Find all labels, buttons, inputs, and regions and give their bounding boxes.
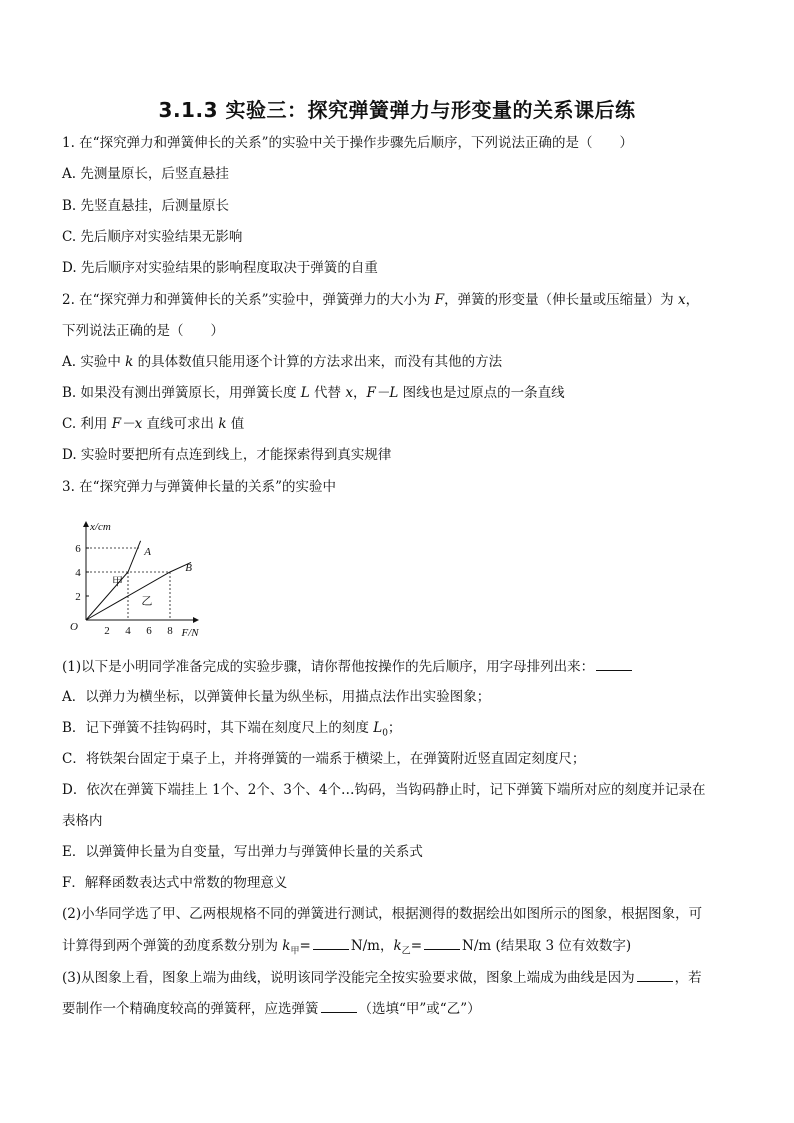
- q3-part2: (2)小华同学选了甲、乙两根规格不同的弹簧进行测试，根据测得的数据绘出如图所示的图象，根据图象，可: [62, 906, 703, 922]
- q3-step-d-line2: 表格内: [62, 813, 103, 829]
- q3-step-a: A．以弹力为横坐标，以弹簧伸长量为纵坐标，用描点法作出实验图象；: [62, 689, 491, 705]
- q1-stem: 1. 在“探究弹力和弹簧伸长的关系”的实验中关于操作步骤先后顺序，下列说法正确的是（ ）: [62, 135, 633, 151]
- spring-graph: [58, 516, 208, 641]
- y-axis-label: x/cm: [90, 521, 111, 533]
- q2-option-c: C. 利用 F－x 直线可求出 k 值: [62, 416, 245, 432]
- origin-label: O: [70, 621, 78, 633]
- q1-option-c: C. 先后顺序对实验结果无影响: [62, 229, 243, 245]
- region-jia-label: 甲: [112, 576, 123, 589]
- q2-option-b: B. 如果没有测出弹簧原长，用弹簧长度 L 代替 x，F－L 图线也是过原点的一条直线: [62, 385, 565, 401]
- answer-blank-3a[interactable]: [637, 968, 673, 982]
- answer-blank-1[interactable]: [596, 657, 632, 671]
- x-tick-label: 8: [167, 625, 173, 637]
- line-a-label: A: [144, 545, 152, 558]
- y-tick-label: 6: [75, 543, 81, 555]
- q1-option-a: A. 先测量原长，后竖直悬挂: [62, 166, 229, 182]
- answer-blank-3b[interactable]: [321, 999, 357, 1013]
- answer-blank-k-jia[interactable]: [313, 936, 349, 950]
- region-yi-label: 乙: [141, 595, 153, 608]
- y-tick-label: 4: [75, 567, 81, 579]
- y-tick-label: 2: [75, 591, 81, 603]
- x-tick-label: 2: [104, 625, 110, 637]
- graph-guides: [86, 545, 170, 620]
- q3-stem: 3. 在“探究弹力与弹簧伸长量的关系”的实验中: [62, 479, 336, 495]
- q3-part1: (1)以下是小明同学准备完成的实验步骤，请你帮他按操作的先后顺序，用字母排列出来：: [62, 657, 634, 676]
- x-tick-label: 6: [146, 625, 152, 637]
- line-b: [86, 562, 191, 620]
- graph-labels: [70, 521, 199, 639]
- q1-option-b: B. 先竖直悬挂，后测量原长: [62, 198, 230, 214]
- x-axis-label: F/N: [181, 627, 199, 639]
- q2-stem: 2. 在“探究弹力和弹簧伸长的关系”实验中，弹簧弹力的大小为 F，弹簧的形变量（伸长量或压缩量）为 x，: [62, 292, 700, 308]
- q3-step-c: C．将铁架台固定于桌子上，并将弹簧的一端系于横梁上，在弹簧附近竖直固定刻度尺；: [62, 751, 586, 767]
- q2-stem-line2: 下列说法正确的是（ ）: [62, 323, 224, 339]
- q2-option-d: D. 实验时要把所有点连到线上，才能探索得到真实规律: [62, 447, 392, 463]
- x-tick-label: 4: [125, 625, 131, 637]
- q3-part2-line2: 计算得到两个弹簧的劲度系数分别为 $k_甲= N/m$，$k_乙= N/m$ (结果取 3 位有效数字): [62, 938, 632, 957]
- graph-lines: [86, 541, 191, 620]
- line-b-label: B: [185, 561, 192, 574]
- q3-step-f: F．解释函数表达式中常数的物理意义: [62, 875, 288, 891]
- q2-option-a: A. 实验中 k 的具体数值只能用逐个计算的方法求出来，而没有其他的方法: [62, 354, 503, 370]
- q1-option-d: D. 先后顺序对实验结果的影响程度取决于弹簧的自重: [62, 260, 378, 276]
- q3-part3-line2: 要制作一个精确度较高的弹簧秤，应选弹簧 （选填“甲”或“乙”）: [62, 1001, 481, 1017]
- q3-part3: (3)从图象上看，图象上端为曲线，说明该同学没能完全按实验要求做，图象上端成为曲线是因为 ，若: [62, 970, 702, 986]
- answer-blank-k-yi[interactable]: [424, 936, 460, 950]
- q3-step-b: B．记下弹簧不挂钩码时，其下端在刻度尺上的刻度 $L_0$；: [62, 720, 402, 739]
- q3-step-d: D．依次在弹簧下端挂上 1个、2个、3个、4个…钩码，当钩码静止时，记下弹簧下端所对应的刻度并记录在: [62, 782, 706, 798]
- q3-step-e: E．以弹簧伸长量为自变量，写出弹力与弹簧伸长量的关系式: [62, 844, 423, 860]
- page-title: 3.1.3 实验三：探究弹簧弹力与形变量的关系课后练: [158, 98, 636, 122]
